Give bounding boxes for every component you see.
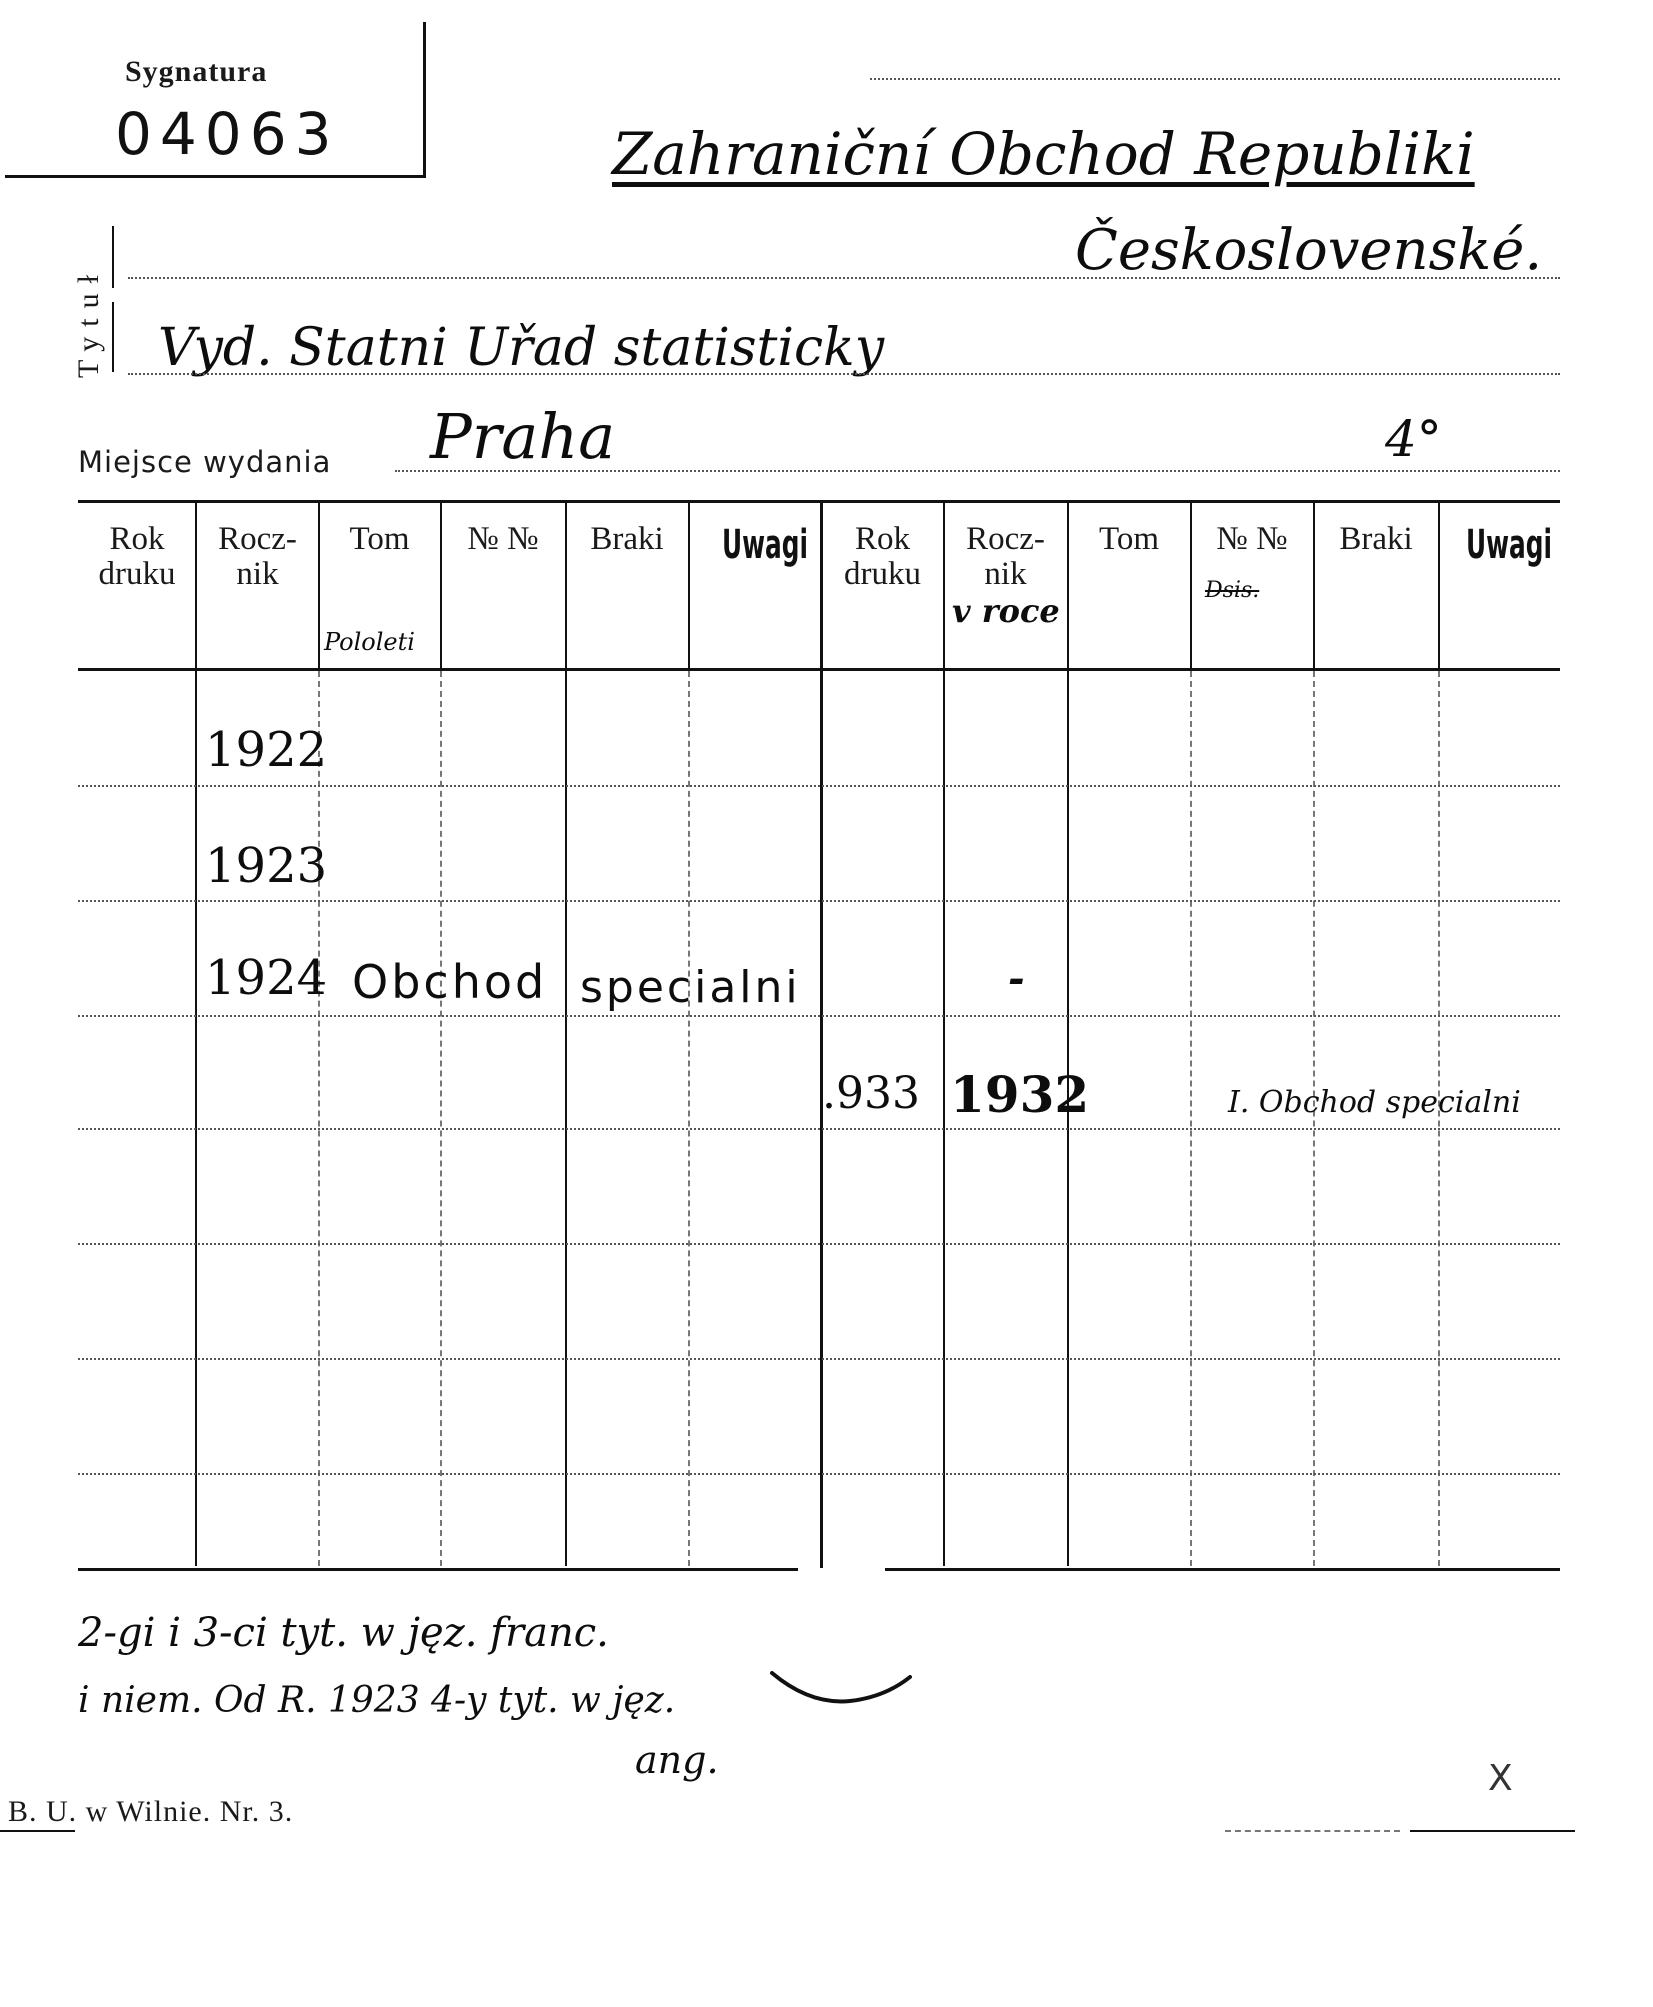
footer-dashed-line bbox=[1225, 1830, 1400, 1832]
col-divider bbox=[318, 671, 320, 1566]
pen-stroke bbox=[770, 1665, 920, 1715]
col-divider bbox=[1438, 503, 1440, 668]
entry-rocznik-1924: 1924 bbox=[205, 950, 328, 1006]
footer-right-rule bbox=[1410, 1830, 1575, 1832]
col-divider bbox=[565, 671, 567, 1566]
header-right-tom: Tom bbox=[1098, 521, 1160, 557]
row-separator bbox=[78, 785, 1560, 787]
col-divider bbox=[688, 503, 690, 668]
header-right-numery: № № bbox=[1216, 521, 1288, 557]
tytul-bracket-lower bbox=[112, 302, 114, 372]
table-header-rule bbox=[78, 668, 1560, 671]
sygnatura-divider bbox=[423, 22, 426, 178]
footer-underline bbox=[0, 1830, 75, 1832]
note-line-3: ang. bbox=[635, 1738, 719, 1782]
entry-rocznik-1922: 1922 bbox=[205, 722, 328, 778]
title-dotted-line bbox=[128, 277, 1560, 279]
format-value: 4° bbox=[1385, 410, 1442, 468]
row-separator bbox=[78, 1358, 1560, 1360]
header-left-tom: Tom bbox=[349, 521, 410, 557]
tytul-label: Tytuł bbox=[72, 265, 105, 378]
sygnatura-underline bbox=[5, 175, 425, 178]
library-footer: B. U. w Wilnie. Nr. 3. bbox=[8, 1795, 294, 1828]
place-label: Miejsce wydania bbox=[78, 445, 332, 479]
entry-rocznik-1923: 1923 bbox=[205, 838, 328, 894]
row-separator bbox=[78, 1128, 1560, 1130]
entry-rocznik-1932: 1932 bbox=[950, 1065, 1090, 1124]
header-left-uwagi: Uwagi bbox=[722, 522, 809, 568]
table-bottom-rule-right bbox=[885, 1568, 1560, 1571]
header-right-numery-note: Dsis. bbox=[1205, 578, 1260, 603]
entry-dash: - bbox=[1008, 955, 1025, 1002]
note-line-1: 2-gi i 3-ci tyt. w jęz. franc. bbox=[78, 1610, 609, 1656]
header-right-rok: Rok druku bbox=[844, 521, 921, 592]
place-value: Praha bbox=[430, 400, 616, 473]
place-dotted-line bbox=[395, 470, 1560, 472]
header-left-rok: Rok druku bbox=[98, 521, 176, 592]
entry-obchod-specialni: I. Obchod specialni bbox=[1228, 1085, 1521, 1120]
table-bottom-rule-left bbox=[78, 1568, 798, 1571]
col-divider bbox=[440, 671, 442, 1566]
row-separator bbox=[78, 900, 1560, 902]
sygnatura-label: Sygnatura bbox=[125, 55, 268, 88]
header-left-braki: Braki bbox=[590, 521, 664, 557]
header-right-braki: Braki bbox=[1339, 521, 1413, 557]
entry-rok-1933: .933 bbox=[822, 1068, 920, 1119]
header-left-numery: № № bbox=[467, 521, 539, 557]
col-divider bbox=[195, 503, 197, 668]
entry-specialni: specialni bbox=[580, 962, 801, 1013]
header-left-rocznik: Rocz- nik bbox=[218, 521, 297, 592]
col-divider bbox=[943, 671, 945, 1566]
footer-x-mark: X bbox=[1488, 1758, 1513, 1799]
top-dotted-line bbox=[870, 78, 1560, 80]
title-line-1: Zahraniční Obchod Republiki bbox=[612, 120, 1475, 188]
publisher-text: Vyd. Statni Uřad statisticky bbox=[158, 318, 885, 378]
header-right-uwagi: Uwagi bbox=[1466, 522, 1553, 568]
col-divider bbox=[195, 671, 197, 1566]
row-separator bbox=[78, 1473, 1560, 1475]
row-separator bbox=[78, 1015, 1560, 1017]
header-right-rocznik: Rocz- nik bbox=[966, 521, 1045, 592]
title-line-2: Československé. bbox=[1075, 218, 1543, 283]
header-right-rocznik-note: v roce bbox=[952, 592, 1060, 630]
row-separator bbox=[78, 1243, 1560, 1245]
header-left-tom-note: Pololeti bbox=[324, 628, 415, 656]
sygnatura-value: 04063 bbox=[115, 100, 340, 168]
publisher-dotted-line bbox=[128, 373, 1560, 375]
entry-obchod: Obchod bbox=[352, 955, 548, 1009]
tytul-bracket-upper bbox=[112, 226, 114, 288]
col-divider bbox=[1190, 671, 1192, 1566]
note-line-2: i niem. Od R. 1923 4-y tyt. w jęz. bbox=[78, 1680, 676, 1721]
table-top-rule bbox=[78, 500, 1560, 503]
col-divider bbox=[688, 671, 690, 1566]
center-divider bbox=[820, 503, 823, 1568]
